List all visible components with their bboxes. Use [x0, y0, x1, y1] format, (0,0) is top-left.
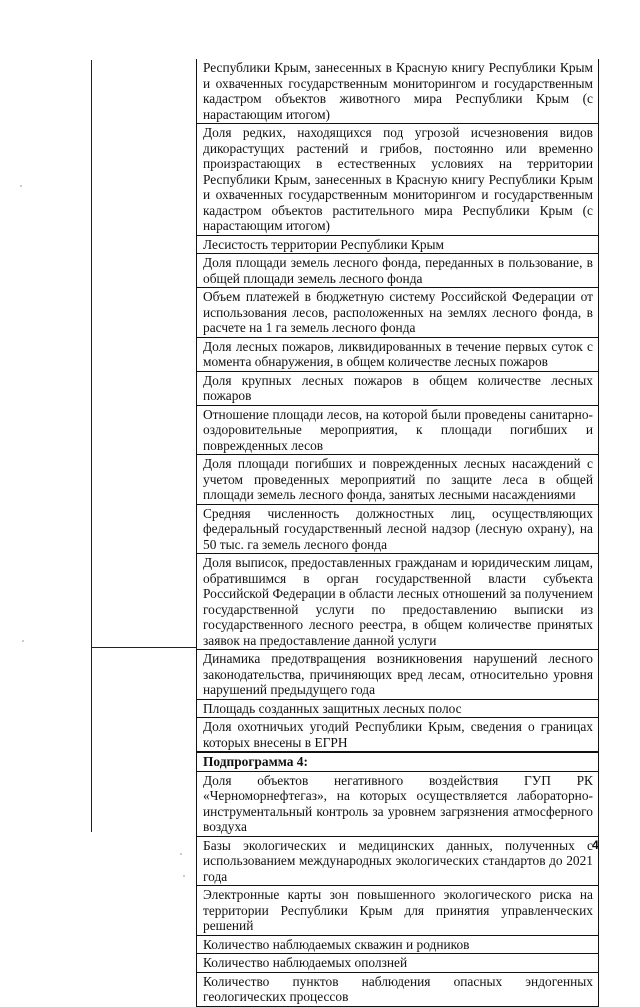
table-row: Доля крупных лесных пожаров в общем количестве лесных пожаров — [196, 372, 599, 406]
subprogram-heading: Подпрограмма 4: — [196, 752, 599, 772]
table-row: Республики Крым, занесенных в Красную книгу Республики Крым и охваченных государственным мониторингом и государственным кадастром объектов животного мира Республики Крым (с нарастающим итогом) — [196, 59, 599, 124]
indicator-table — [196, 59, 599, 1007]
table-row: Доля площади погибших и поврежденных лесных насаждений с учетом проведенных мероприятий по защите леса в общей площади земель лесного фонда, занятых лесными насаждениями — [196, 455, 599, 505]
page-number: 4 — [592, 838, 599, 852]
table-row: Базы экологических и медицинских данных, полученных с использованием международных экологических стандартов до 2021 года — [196, 837, 599, 887]
table-row: Количество наблюдаемых скважин и родников — [196, 936, 599, 955]
scan-speck — [22, 640, 24, 642]
scan-speck — [183, 875, 185, 877]
table-row: Количество наблюдаемых оползней — [196, 954, 599, 973]
section-divider-line — [91, 647, 197, 648]
table-row: Доля объектов негативного воздействия ГУП РК «Черноморнефтегаз», на которых осуществляется лабораторно-инструментальный контроль за уровнем загрязнения атмосферного воздуха — [196, 772, 599, 837]
table-row: Количество пунктов наблюдения опасных эндогенных геологических процессов — [196, 973, 599, 1007]
table-row: Динамика предотвращения возникновения нарушений лесного законодательства, причиняющих вред лесам, относительно уровня нарушений предыдущего года — [196, 650, 599, 700]
table-row: Электронные карты зон повышенного экологического риска на территории Республики Крым для принятия управленческих решений — [196, 886, 599, 936]
table-row: Доля выписок, предоставленных гражданам и юридическим лицам, обратившимся в орган государственной власти субъекта Российской Федерации в области лесных отношений за получением государственной услуги по предоставлению выписки из государственного лесного реестра, в общем количестве принятых заявок на предоставление данной услуги — [196, 554, 599, 650]
table-row: Отношение площади лесов, на которой были проведены санитарно-оздоровительные мероприятия, к площади погибших и поврежденных лесов — [196, 406, 599, 456]
scan-speck — [20, 185, 22, 187]
table-row: Средняя численность должностных лиц, осуществляющих федеральный государственный лесной надзор (лесную охрану), на 50 тыс. га земель лесного фонда — [196, 505, 599, 555]
table-row: Доля охотничьих угодий Республики Крым, сведения о границах которых внесены в ЕГРН — [196, 718, 599, 752]
table-row: Доля лесных пожаров, ликвидированных в течение первых суток с момента обнаружения, в общем количестве лесных пожаров — [196, 338, 599, 372]
margin-line-left — [91, 60, 92, 832]
table-row: Лесистость территории Республики Крым — [196, 236, 599, 255]
scan-speck — [180, 853, 182, 855]
table-row: Площадь созданных защитных лесных полос — [196, 700, 599, 719]
table-row: Доля площади земель лесного фонда, переданных в пользование, в общей площади земель лесного фонда — [196, 254, 599, 288]
table-row: Доля редких, находящихся под угрозой исчезновения видов дикорастущих растений и грибов, постоянно или временно произрастающих в естественных условиях на территории Республики Крым, занесенных в Красную книгу Республики Крым и охваченных государственным мониторингом и государственным кадастром объектов растительного мира Республики Крым (с нарастающим итогом) — [196, 124, 599, 236]
table-row: Объем платежей в бюджетную систему Российской Федерации от использования лесов, расположенных на землях лесного фонда, в расчете на 1 га земель лесного фонда — [196, 288, 599, 338]
